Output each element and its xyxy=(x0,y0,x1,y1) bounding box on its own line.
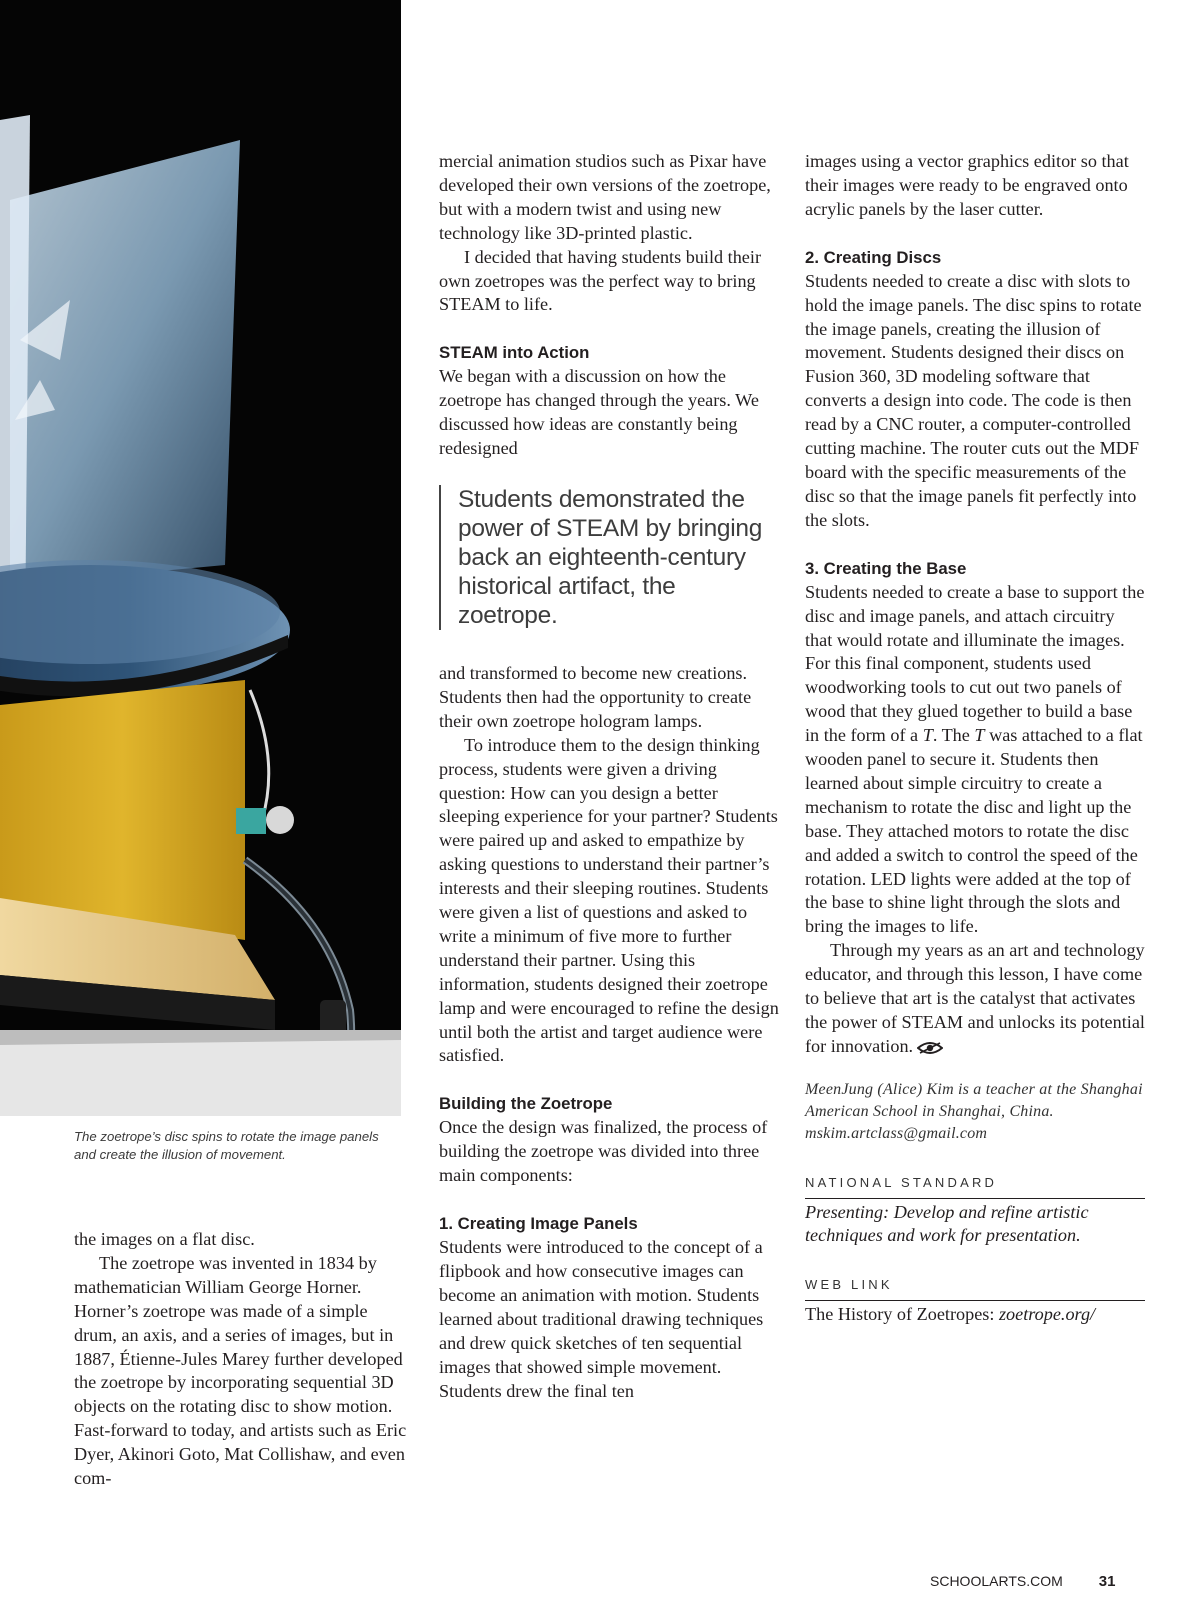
paragraph: The zoetrope was invented in 1834 by mathematician William George Horner. Horner’s zoetrope was made of a simple drum, an axis, and a series of images, but in 1887, Étienne-Jules Marey further developed the zoetrope by incorporating sequential 3D objects on the rotating disc to show motion. Fast-forward to today, and artists such as Eric Dyer, Akinori Goto, Mat Collishaw, and even com- xyxy=(74,1252,407,1489)
section-heading: STEAM into Action xyxy=(439,343,590,363)
letter-t: T xyxy=(974,725,985,746)
web-link-text xyxy=(805,1303,1145,1326)
paragraph: mercial animation studios such as Pixar have developed their own versions of the zoetrope, but with a modern twist and using new technology like 3D-printed plastic. xyxy=(439,151,771,243)
page-number: 31 xyxy=(1098,1573,1116,1590)
paragraph: Once the design was finalized, the process of building the zoetrope was divided into three main components: xyxy=(439,1117,768,1186)
national-standard-text: Presenting: Develop and refine artistic techniques and work for presentation. xyxy=(805,1201,1089,1245)
section-heading: 1. Creating Image Panels xyxy=(439,1214,638,1234)
web-link-title: The History of Zoetropes: xyxy=(805,1303,999,1324)
paragraph: We began with a discussion on how the zoetrope has changed through the years. We discussed how ideas are constantly being redesigned xyxy=(439,366,759,459)
paragraph: To introduce them to the design thinking process, students were given a driving question: How can you design a better sleeping experience for your partner? Students were paired up and asked to empathize by asking questions to understand their partner’s interests and their sleeping routines. Students were given a list of questions and asked to write a minimum of five more to further understand their partner. Using this information, students designed their zoetrope lamp and were encouraged to refine the design until both the artist and target audience were satisfied. xyxy=(439,734,779,1066)
author-bio: MeenJung (Alice) Kim is a teacher at the Shanghai American School in Shanghai, China. mskim.artclass@gmail.com xyxy=(805,1080,1143,1142)
column-3 xyxy=(805,150,1145,1326)
letter-t: T xyxy=(922,725,933,746)
page-footer xyxy=(930,1573,1115,1590)
text-run: Students needed to create a base to support the disc and image panels, and attach circuitry that would rotate and illuminate the images. For this final component, students used woodworking tools to cut out two panels of wood that they glued together to build a base in the form of a xyxy=(805,581,1145,746)
acrylic-panel xyxy=(10,140,240,585)
column-1 xyxy=(74,1228,414,1491)
section-heading: 3. Creating the Base xyxy=(805,558,967,578)
paragraph: and transformed to become new creations. Students then had the opportunity to create their own zoetrope hologram lamps. xyxy=(439,662,752,731)
text-run: . The xyxy=(932,725,975,746)
zoetrope-illustration xyxy=(0,0,401,1116)
paragraph: Students needed to create a disc with slots to hold the image panels. The disc spins to rotate the image panels, creating the illusion of movement. Students designed their discs on Fusion 360, 3D modeling software that converts a design into code. The code is then read by a CNC router, a computer-controlled cutting machine. The router cuts out the MDF board with the specific measurements of the disc so that the image panels fit perfectly into the slots. xyxy=(805,270,1142,530)
section-heading: Building the Zoetrope xyxy=(439,1094,613,1114)
paragraph xyxy=(805,939,1145,1059)
paragraph: Students were introduced to the concept of a flipbook and how consecutive images can become an animation with motion. Students learned about traditional drawing techniques and drew quick sketches of ten sequential images that showed simple movement. Students drew the final ten xyxy=(439,1237,764,1401)
photo-caption: The zoetrope’s disc spins to rotate the image panels and create the illusion of movement. xyxy=(74,1129,379,1162)
web-link-label: WEB LINK xyxy=(805,1273,1145,1301)
section-heading: 2. Creating Discs xyxy=(805,247,942,267)
eye-icon xyxy=(917,1041,943,1055)
paragraph: I decided that having students build their own zoetropes was the perfect way to bring STEAM to life. xyxy=(439,246,761,315)
web-link-url[interactable]: zoetrope.org/ xyxy=(998,1303,1096,1324)
national-standard-label: NATIONAL STANDARD xyxy=(805,1171,1145,1199)
paragraph: the images on a flat disc. xyxy=(74,1229,255,1249)
zoetrope-photo xyxy=(0,0,401,1116)
paragraph xyxy=(805,581,1145,940)
yellow-base xyxy=(0,680,245,940)
paragraph: images using a vector graphics editor so that their images were ready to be engraved onto acrylic panels by the laser cutter. xyxy=(805,151,1129,219)
site-name: SCHOOLARTS.COM xyxy=(930,1573,1063,1589)
pull-quote: Students demonstrated the power of STEAM by bringing back an eighteenth-century historical artifact, the zoetrope. xyxy=(439,485,779,630)
text-run: Through my years as an art and technology educator, and through this lesson, I have come to believe that art is the catalyst that activates the power of STEAM and unlocks its potential for innovation. xyxy=(805,940,1145,1056)
text-run: was attached to a flat wooden panel to secure it. Students then learned about simple circuitry to create a mechanism to rotate the disc and light up the base. They attached motors to rotate the disc and added a switch to control the speed of the rotation. LED lights were added at the top of the base to shine light through the slots and bring the images to life. xyxy=(805,725,1143,937)
column-2 xyxy=(439,150,779,1403)
